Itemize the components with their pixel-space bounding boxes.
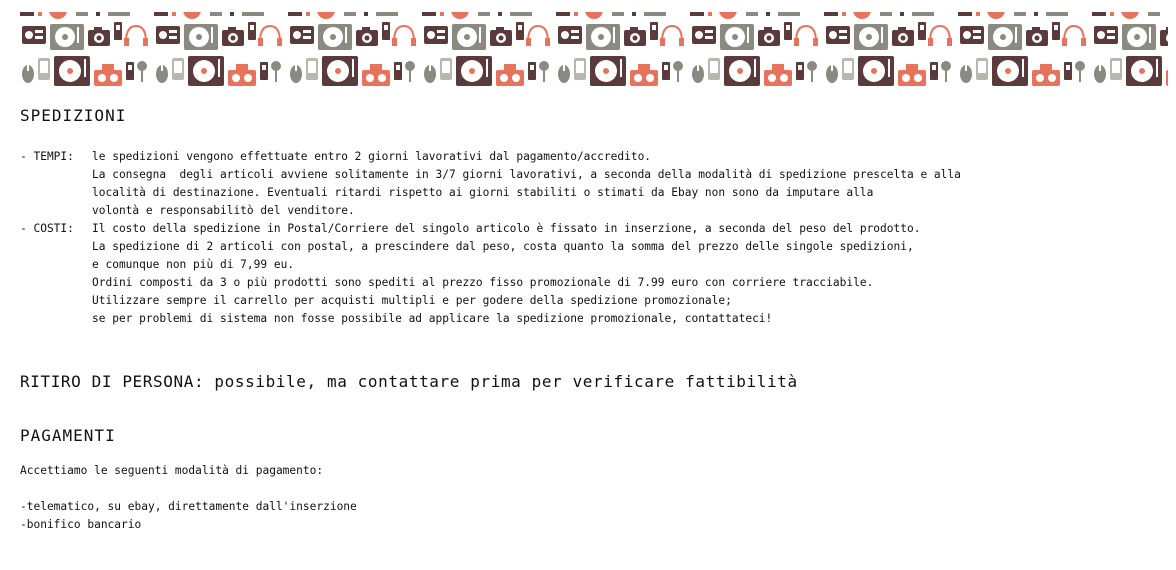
shipping-times <box>20 148 1160 220</box>
payments-title: PAGAMENTI <box>20 426 116 445</box>
payment-method-item: -telematico, su ebay, direttamente dall'inserzione <box>20 500 357 513</box>
costs-line: La spedizione di 2 articoli con postal, a prescindere dal peso, costa quanto la somma del prezzo delle singole spedizioni, <box>92 240 914 253</box>
times-line: le spedizioni vengono effettuate entro 2 giorni lavorativi dal pagamento/accredito. <box>92 150 652 163</box>
times-line: località di destinazione. Eventuali ritardi rispetto ai giorni stabiliti o stimati da Ebay non sono da imputare alla <box>92 186 874 199</box>
costs-line: Utilizzare sempre il carrello per acquisti multipli e per godere della spedizione promozionale; <box>92 294 732 307</box>
pickup-notice: RITIRO DI PERSONA: possibile, ma contattare prima per verificare fattibilità <box>20 372 798 391</box>
shipping-title: SPEDIZIONI <box>20 106 127 125</box>
electronics-pattern <box>18 12 1168 92</box>
times-lines <box>92 148 1160 220</box>
costs-lines <box>92 220 1160 328</box>
page-content <box>20 104 1160 534</box>
times-line: La consegna degli articoli avviene solitamente in 3/7 giorni lavorativi, a seconda della modalità di spedizione prescelta e alla <box>92 168 961 181</box>
costs-label: - COSTI: <box>20 222 81 235</box>
costs-line: Il costo della spedizione in Postal/Corriere del singolo articolo è fissato in inserzione, a seconda del peso del prodotto. <box>92 222 921 235</box>
costs-line: se per problemi di sistema non fosse possibile ad applicare la spedizione promozionale, contattateci! <box>92 312 773 325</box>
header-banner <box>18 12 1168 92</box>
costs-line: e comunque non più di 7,99 eu. <box>92 258 295 271</box>
payment-methods <box>20 498 1160 534</box>
times-label: - TEMPI: <box>20 150 81 163</box>
shipping-details <box>20 148 1160 328</box>
costs-line: Ordini composti da 3 o più prodotti sono spediti al prezzo fisso promozionale di 7.99 euro con corriere tracciabile. <box>92 276 874 289</box>
payments-intro: Accettiamo le seguenti modalità di pagamento: <box>20 464 324 477</box>
payment-method-item: -bonifico bancario <box>20 518 142 531</box>
times-line: volontà e responsabilitò del venditore. <box>92 204 355 217</box>
shipping-costs <box>20 220 1160 328</box>
